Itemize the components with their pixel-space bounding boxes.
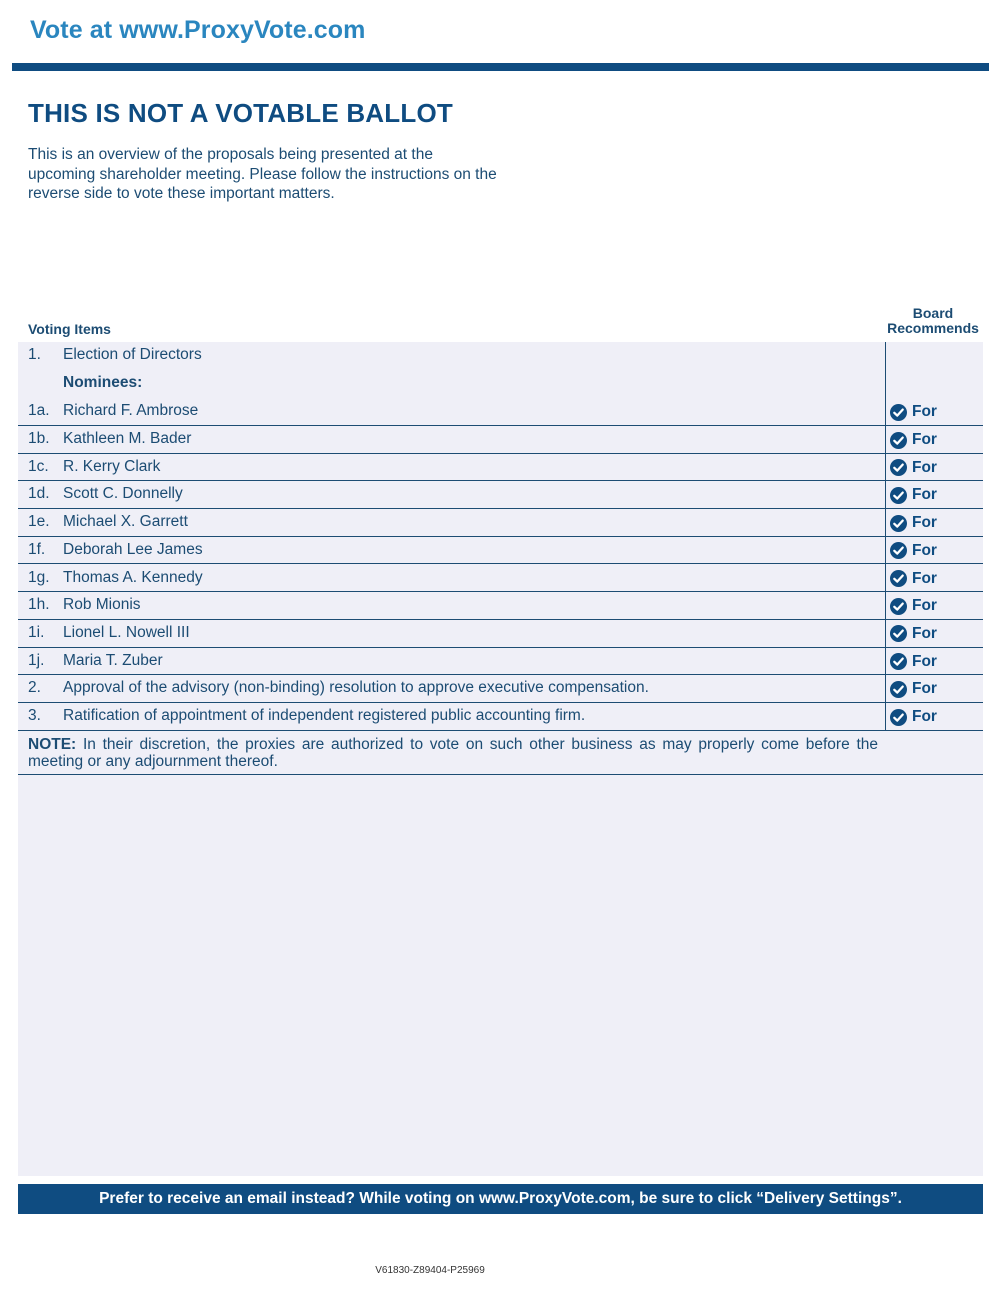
intro-text: This is an overview of the proposals being presented at the upcoming shareholder meeting. Please follow the instructions on the reverse side to vote these important matters. — [28, 146, 497, 202]
recommendation-value: For — [912, 597, 937, 615]
table-row — [18, 620, 983, 648]
check-circle-icon — [890, 542, 907, 559]
board-recommendation — [890, 485, 937, 505]
note-text — [28, 736, 878, 770]
table-row — [18, 398, 983, 426]
note-label: NOTE: — [28, 736, 77, 753]
item-number: 1. — [28, 346, 41, 363]
board-recommendation — [890, 569, 937, 589]
table-row — [18, 703, 983, 731]
item-text: Richard F. Ambrose — [63, 402, 199, 419]
item-text: Deborah Lee James — [63, 540, 203, 558]
item-number: 3. — [28, 707, 41, 724]
item-number: 1b. — [28, 430, 50, 447]
item-text: Approval of the advisory (non-binding) resolution to approve executive compensation. — [63, 679, 649, 697]
item-number: 1i. — [28, 623, 45, 641]
nominees-row — [18, 370, 983, 398]
table-row — [18, 675, 983, 703]
board-recommendation — [890, 596, 937, 616]
recommendation-value: For — [912, 708, 937, 725]
check-circle-icon — [890, 653, 907, 670]
proxyvote-link[interactable]: Vote at www.ProxyVote.com — [30, 16, 366, 44]
table-row — [18, 537, 983, 565]
item-text: Kathleen M. Bader — [63, 430, 192, 447]
recommendation-value: For — [912, 541, 937, 559]
board-header-line1: Board — [912, 305, 954, 321]
recommendation-value: For — [912, 514, 937, 532]
board-recommendation — [890, 652, 937, 672]
board-recommendation — [890, 402, 937, 422]
board-recommendation — [890, 679, 937, 699]
item-number: 2. — [28, 679, 41, 697]
board-header-line2: Recommends — [887, 320, 979, 336]
item-text: Scott C. Donnelly — [63, 485, 183, 503]
note-divider — [18, 774, 983, 775]
header-divider — [12, 63, 989, 71]
check-circle-icon — [890, 404, 907, 421]
table-row — [18, 565, 983, 593]
document-code: V61830-Z89404-P25969 — [375, 1265, 485, 1276]
board-recommendation — [890, 707, 937, 727]
voting-items-header: Voting Items — [28, 321, 111, 337]
item-number: 1f. — [28, 540, 46, 558]
check-circle-icon — [890, 625, 907, 642]
check-circle-icon — [890, 515, 907, 532]
board-recommendation — [890, 624, 937, 644]
item-text: Election of Directors — [63, 346, 202, 363]
recommendation-value: For — [912, 458, 937, 476]
table-row — [18, 454, 983, 482]
item-text: Ratification of appointment of independent registered public accounting firm. — [63, 707, 586, 724]
item-text: Michael X. Garrett — [63, 513, 188, 531]
page-title: THIS IS NOT A VOTABLE BALLOT — [28, 98, 453, 128]
item-text: Maria T. Zuber — [63, 651, 163, 669]
check-circle-icon — [890, 570, 907, 587]
board-recommendation — [890, 541, 937, 561]
email-delivery-banner: Prefer to receive an email instead? While voting on www.ProxyVote.com, be sure to click “Delivery Settings”. — [18, 1184, 983, 1214]
table-row — [18, 481, 983, 509]
recommendation-value: For — [912, 569, 937, 587]
table-row — [18, 592, 983, 620]
item-text: Thomas A. Kennedy — [63, 568, 203, 586]
board-recommendation — [890, 458, 937, 478]
item-text: R. Kerry Clark — [63, 457, 161, 475]
proposal-row — [18, 342, 983, 370]
check-circle-icon — [890, 432, 907, 449]
recommendation-value: For — [912, 431, 937, 448]
board-recommends-header — [882, 306, 984, 336]
recommendation-value: For — [912, 403, 937, 420]
item-number: 1c. — [28, 457, 49, 475]
recommendation-value: For — [912, 624, 937, 642]
recommendation-value: For — [912, 486, 937, 504]
recommendation-value: For — [912, 652, 937, 670]
item-number: 1h. — [28, 596, 50, 614]
check-circle-icon — [890, 598, 907, 615]
item-text: Lionel L. Nowell III — [63, 623, 190, 641]
recommendation-value: For — [912, 680, 937, 698]
nominees-label: Nominees: — [63, 374, 143, 391]
table-row — [18, 426, 983, 454]
note-body: In their discretion, the proxies are authorized to vote on such other business as may properly come before the meeting or any adjournment thereof. — [28, 736, 878, 770]
check-circle-icon — [890, 709, 907, 726]
item-number: 1j. — [28, 651, 45, 669]
check-circle-icon — [890, 487, 907, 504]
item-number: 1a. — [28, 402, 50, 419]
table-row — [18, 648, 983, 676]
table-row — [18, 509, 983, 537]
check-circle-icon — [890, 681, 907, 698]
item-text: Rob Mionis — [63, 596, 141, 614]
item-number: 1g. — [28, 568, 50, 586]
item-number: 1d. — [28, 485, 50, 503]
item-number: 1e. — [28, 513, 50, 531]
board-recommendation — [890, 430, 937, 450]
check-circle-icon — [890, 459, 907, 476]
board-recommendation — [890, 513, 937, 533]
